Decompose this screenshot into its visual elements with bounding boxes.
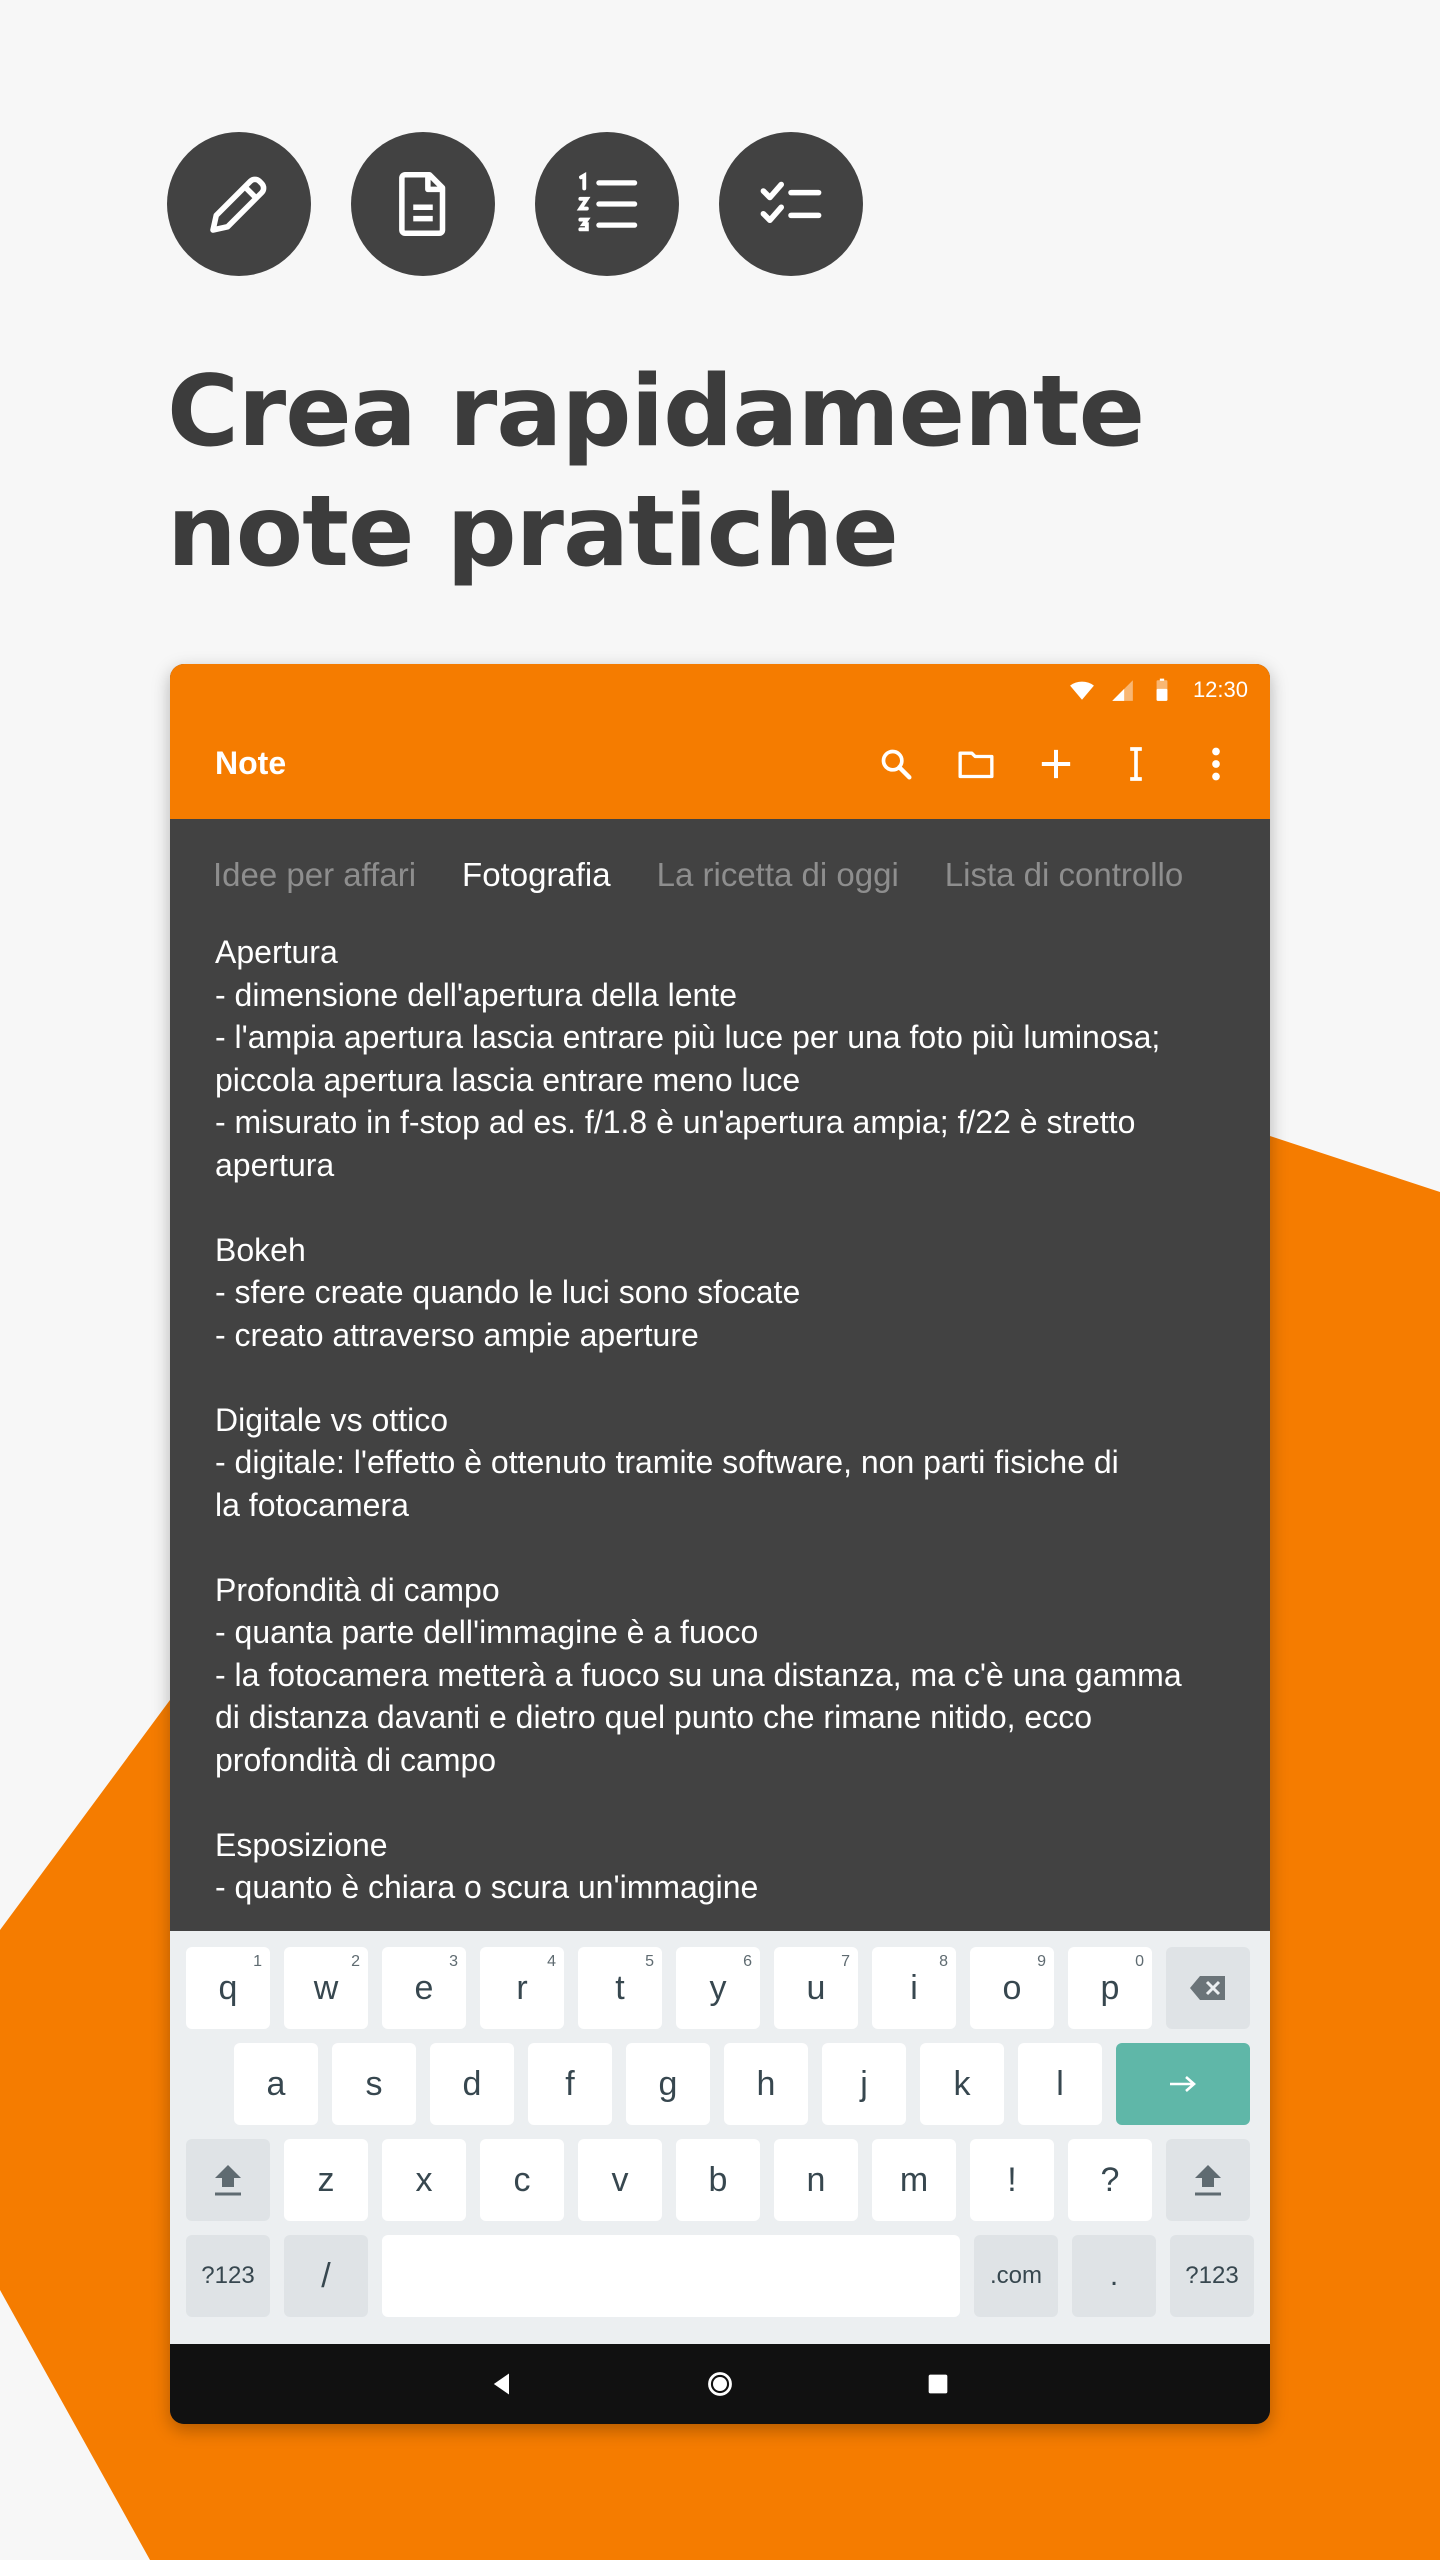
note-line: - la fotocamera metterà a fuoco su una distanza, ma c'è una gamma <box>215 1656 1182 1693</box>
note-line <box>215 1526 1238 1569</box>
symbols-key[interactable]: ?123 <box>186 2235 270 2317</box>
key-n[interactable]: n <box>774 2139 858 2221</box>
keyboard-row-3 <box>186 2139 1254 2221</box>
key-u[interactable]: u 7 <box>774 1947 858 2029</box>
symbols-key-right[interactable]: ?123 <box>1170 2235 1254 2317</box>
recents-icon[interactable] <box>924 2370 952 2398</box>
note-line <box>215 1781 1238 1824</box>
key-e[interactable]: e 3 <box>382 1947 466 2029</box>
key-w[interactable]: w 2 <box>284 1947 368 2029</box>
add-icon[interactable] <box>1034 742 1078 786</box>
pencil-icon <box>167 132 311 276</box>
checklist-icon <box>719 132 863 276</box>
note-line: - dimensione dell'apertura della lente <box>215 976 737 1013</box>
note-tabs <box>170 819 1270 931</box>
folder-icon[interactable] <box>954 742 998 786</box>
key-t[interactable]: t 5 <box>578 1947 662 2029</box>
key-y[interactable]: y 6 <box>676 1947 760 2029</box>
status-bar <box>1069 672 1248 708</box>
key-f[interactable]: f <box>528 2043 612 2125</box>
headline-line-2: note pratiche <box>167 475 898 589</box>
note-line: - l'ampia apertura lascia entrare più luce per una foto più luminosa; <box>215 1019 1161 1055</box>
text-cursor-icon[interactable] <box>1114 742 1158 786</box>
dotcom-key[interactable]: .com <box>974 2235 1058 2317</box>
key-h[interactable]: h <box>724 2043 808 2125</box>
tab-la-ricetta-di-oggi[interactable]: La ricetta di oggi <box>656 856 899 893</box>
key-o[interactable]: o 9 <box>970 1947 1054 2029</box>
keyboard-row-1 <box>186 1947 1254 2029</box>
system-navbar <box>170 2344 1270 2424</box>
key-q[interactable]: q 1 <box>186 1947 270 2029</box>
tab-idee-per-affari[interactable]: Idee per affari <box>213 856 417 893</box>
arrow-right-icon <box>1168 2074 1198 2094</box>
key-m[interactable]: m <box>872 2139 956 2221</box>
key-l[interactable]: l <box>1018 2043 1102 2125</box>
key-b[interactable]: b <box>676 2139 760 2221</box>
key-j[interactable]: j <box>822 2043 906 2125</box>
battery-icon <box>1149 677 1175 703</box>
back-icon[interactable] <box>488 2370 516 2398</box>
wifi-icon <box>1069 677 1095 703</box>
keyboard <box>170 1931 1270 2344</box>
note-line <box>215 1186 1238 1229</box>
feature-icons <box>167 132 863 276</box>
note-line: profondità di campo <box>215 1741 497 1778</box>
note-line: Esposizione <box>215 1826 388 1863</box>
enter-key[interactable] <box>1116 2043 1250 2125</box>
key-r[interactable]: r 4 <box>480 1947 564 2029</box>
note-line: - creato attraverso ampie aperture <box>215 1316 699 1353</box>
app-header <box>170 664 1270 819</box>
shift-icon <box>211 2162 245 2198</box>
note-line <box>215 1356 1238 1399</box>
note-line: - digitale: l'effetto è ottenuto tramite software, non parti fisiche di <box>215 1444 1119 1480</box>
space-key[interactable] <box>382 2235 960 2317</box>
tab-fotografia[interactable]: Fotografia <box>462 856 611 893</box>
device-screen <box>170 664 1270 2424</box>
headline-line-1: Crea rapidamente <box>167 355 1145 469</box>
keyboard-row-4 <box>186 2235 1254 2317</box>
note-line: di distanza davanti e dietro quel punto che rimane nitido, ecco <box>215 1699 1092 1735</box>
toolbar-actions <box>874 742 1238 786</box>
note-line: - quanto è chiara o scura un'immagine <box>215 1869 759 1905</box>
status-time: 12:30 <box>1192 677 1248 702</box>
slash-key[interactable]: / <box>284 2235 368 2317</box>
note-line: piccola apertura lascia entrare meno luce <box>215 1061 801 1098</box>
numbered-list-icon <box>535 132 679 276</box>
note-line: Profondità di campo <box>215 1571 500 1608</box>
note-line: Bokeh <box>215 1231 306 1268</box>
key-x[interactable]: x <box>382 2139 466 2221</box>
toolbar <box>170 708 1270 819</box>
key-p[interactable]: p 0 <box>1068 1947 1152 2029</box>
note-line: Apertura <box>215 934 338 970</box>
key-v[interactable]: v <box>578 2139 662 2221</box>
note-line: Digitale vs ottico <box>215 1401 448 1438</box>
key-s[interactable]: s <box>332 2043 416 2125</box>
more-vert-icon[interactable] <box>1194 742 1238 786</box>
key-exclamation[interactable]: ! <box>970 2139 1054 2221</box>
home-icon[interactable] <box>706 2370 734 2398</box>
key-z[interactable]: z <box>284 2139 368 2221</box>
app-title: Note <box>215 745 287 781</box>
cell-signal-icon <box>1109 677 1135 703</box>
note-text-editor[interactable] <box>170 931 1270 1931</box>
key-g[interactable]: g <box>626 2043 710 2125</box>
backspace-icon <box>1188 1974 1228 2002</box>
note-line: la fotocamera <box>215 1486 409 1523</box>
key-d[interactable]: d <box>430 2043 514 2125</box>
key-a[interactable]: a <box>234 2043 318 2125</box>
shift-key-left[interactable] <box>186 2139 270 2221</box>
key-i[interactable]: i 8 <box>872 1947 956 2029</box>
period-key[interactable]: . <box>1072 2235 1156 2317</box>
note-line: - quanta parte dell'immagine è a fuoco <box>215 1614 759 1650</box>
key-k[interactable]: k <box>920 2043 1004 2125</box>
search-icon[interactable] <box>874 742 918 786</box>
note-line: - misurato in f-stop ad es. f/1.8 è un'apertura ampia; f/22 è stretto <box>215 1104 1136 1140</box>
tab-lista-di-controllo[interactable]: Lista di controllo <box>944 856 1184 893</box>
shift-icon <box>1191 2162 1225 2198</box>
note-line: - sfere create quando le luci sono sfocate <box>215 1274 801 1310</box>
headline <box>167 352 1167 592</box>
shift-key-right[interactable] <box>1166 2139 1250 2221</box>
keyboard-row-2 <box>186 2043 1254 2125</box>
key-c[interactable]: c <box>480 2139 564 2221</box>
document-icon <box>351 132 495 276</box>
backspace-key[interactable] <box>1166 1947 1250 2029</box>
key-question[interactable]: ? <box>1068 2139 1152 2221</box>
note-line: apertura <box>215 1146 335 1183</box>
